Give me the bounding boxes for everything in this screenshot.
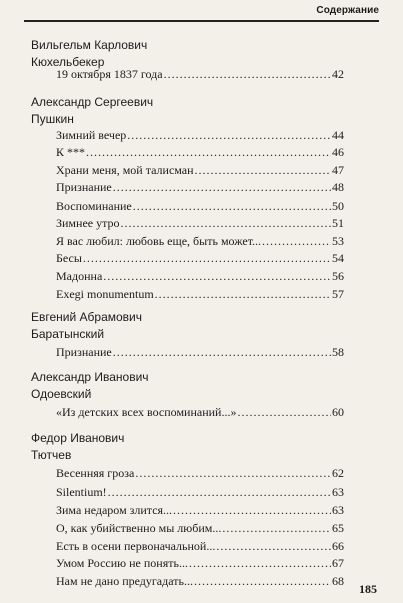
toc-entry[interactable]: [56, 286, 344, 303]
entry-page: 63: [332, 503, 344, 517]
entry-page: 62: [332, 466, 344, 480]
entry-page: 47: [332, 163, 344, 177]
page-number: 185: [359, 582, 377, 596]
entry-title: Есть в осени первоначальной...: [56, 539, 216, 553]
dot-leader: [173, 502, 331, 519]
toc-entry[interactable]: [56, 233, 344, 250]
author-name: Вильгельм Карлович: [31, 38, 148, 52]
entry-title: О, как убийственно мы любим...: [56, 521, 222, 535]
entry-title: Воспоминание: [56, 199, 132, 213]
toc-entry[interactable]: [56, 465, 344, 482]
entry-title: Зимнее утро: [56, 216, 120, 230]
author-name: Пушкин: [31, 112, 74, 126]
dot-leader: [113, 179, 331, 196]
entry-page: 50: [332, 199, 344, 213]
author-name: Александр Сергеевич: [31, 95, 154, 109]
toc-entry[interactable]: [56, 144, 344, 161]
entry-title: К ***: [56, 145, 86, 159]
entry-page: 58: [332, 345, 344, 359]
entry-title: Признание: [56, 345, 112, 359]
toc-entry[interactable]: [56, 555, 344, 572]
entry-page: 67: [332, 556, 344, 570]
dot-leader: [164, 66, 331, 83]
author-name: Одоевский: [31, 387, 92, 401]
entry-title: Весенняя гроза: [56, 466, 135, 480]
entry-page: 53: [332, 234, 344, 248]
entry-page: 65: [332, 521, 344, 535]
entry-title: Мадонна: [56, 269, 103, 283]
entry-page: 60: [332, 405, 344, 419]
dot-leader: [216, 538, 331, 555]
toc-entry[interactable]: [56, 250, 344, 267]
entry-title: Exegi monumentum: [56, 287, 154, 301]
dot-leader: [262, 233, 331, 250]
toc-entry[interactable]: [56, 573, 344, 590]
entry-page: 51: [332, 216, 344, 230]
dot-leader: [237, 404, 331, 421]
toc-entry[interactable]: [56, 344, 344, 361]
author-name: Кюхельбекер: [31, 55, 105, 69]
entry-title: Бесы: [56, 251, 82, 265]
toc-entry[interactable]: [56, 520, 344, 537]
entry-page: 57: [332, 287, 344, 301]
toc-entry[interactable]: [56, 127, 344, 144]
dot-leader: [83, 250, 331, 267]
dot-leader: [189, 555, 331, 572]
entry-page: 56: [332, 269, 344, 283]
dot-leader: [108, 484, 331, 501]
entry-title: Нам не дано предугадать...: [56, 574, 193, 588]
entry-page: 54: [332, 251, 344, 265]
dot-leader: [103, 268, 331, 285]
entry-title: 19 октября 1837 года: [56, 67, 163, 81]
dot-leader: [155, 286, 331, 303]
entry-title: Я вас любил: любовь еще, быть может...: [56, 234, 262, 248]
entry-title: Зимний вечер: [56, 128, 127, 142]
entry-title: Храни меня, мой талисман: [56, 163, 194, 177]
toc-entry[interactable]: [56, 162, 344, 179]
toc-entry[interactable]: [56, 179, 344, 196]
dot-leader: [127, 127, 331, 144]
author-name: Евгений Абрамович: [31, 310, 143, 324]
entry-title: «Из детских всех воспоминаний...»: [56, 405, 237, 419]
toc-entry[interactable]: [56, 198, 344, 215]
toc-entry[interactable]: [56, 66, 344, 83]
dot-leader: [113, 344, 331, 361]
dot-leader: [86, 144, 331, 161]
dot-leader: [195, 162, 331, 179]
author-name: Баратынский: [31, 327, 105, 341]
dot-leader: [121, 215, 332, 232]
author-name: Тютчев: [31, 448, 72, 462]
toc-entry[interactable]: [56, 404, 344, 421]
toc-entry[interactable]: [56, 268, 344, 285]
entry-page: 44: [332, 128, 344, 142]
entry-page: 63: [332, 485, 344, 499]
running-header: Содержание: [316, 5, 379, 16]
entry-title: Умом Россию не понять...: [56, 556, 188, 570]
entry-page: 48: [332, 180, 344, 194]
toc-entry[interactable]: [56, 502, 344, 519]
entry-page: 66: [332, 539, 344, 553]
toc-entry[interactable]: [56, 484, 344, 501]
toc-entry[interactable]: [56, 538, 344, 555]
toc-entry[interactable]: [56, 215, 344, 232]
dot-leader: [194, 573, 331, 590]
entry-title: Зима недаром злится...: [56, 503, 173, 517]
entry-page: 68: [332, 574, 344, 588]
author-name: Федор Иванович: [31, 431, 125, 445]
dot-leader: [135, 465, 331, 482]
entry-page: 42: [332, 67, 344, 81]
author-name: Александр Иванович: [31, 370, 149, 384]
entry-title: Признание: [56, 180, 112, 194]
entry-page: 46: [332, 145, 344, 159]
dot-leader: [133, 198, 331, 215]
entry-title: Silentium!: [56, 485, 107, 499]
dot-leader: [222, 520, 331, 537]
